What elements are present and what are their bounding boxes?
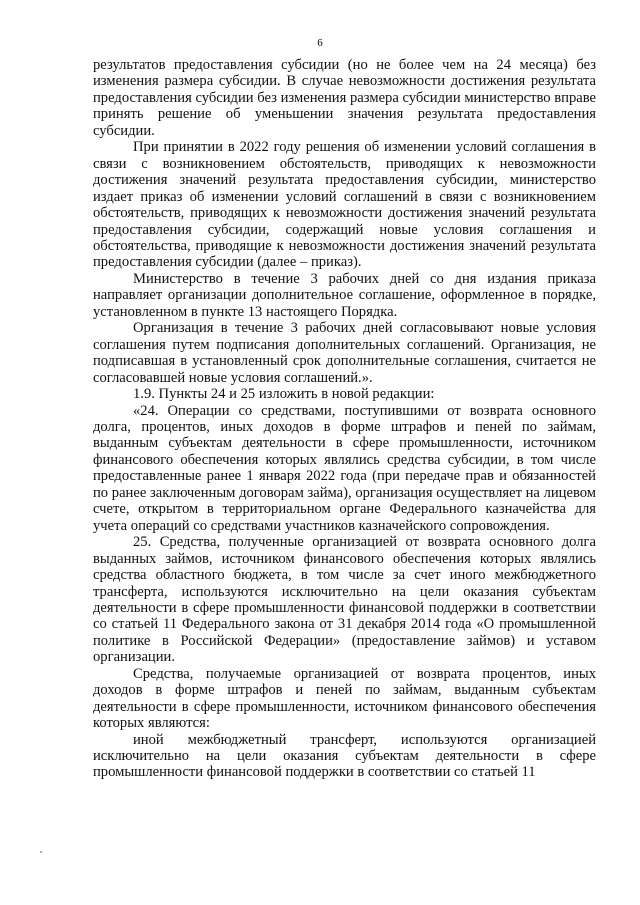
paragraph-2: При принятии в 2022 году решения об изменении условий соглашения в связи с возникновением обстоятельств, приводящих к невозможности достижения значений результата предоставления субсидии, министерство издает приказ об изменении условий соглашений в связи с возникновением обстоятельств, приводящих к невозможности достижения значений результата предоставления субсидии, содержащий новые условия соглашения и обстоятельства, приводящие к невозможности достижения значений результата предоставления субсидии (далее – приказ).	[93, 139, 596, 271]
paragraph-1: результатов предоставления субсидии (но не более чем на 24 месяца) без изменения размера субсидии. В случае невозможности достижения результата предоставления субсидии без изменения размера субсидии министерство вправе принять решение об уменьшении значения результата предоставления субсидии.	[93, 57, 596, 139]
paragraph-3: Министерство в течение 3 рабочих дней со дня издания приказа направляет организации дополнительное соглашение, оформленное в порядке, установленном в пункте 13 настоящего Порядка.	[93, 270, 596, 320]
paragraph-6: «24. Операции со средствами, поступившими от возврата основного долга, процентов, иных доходов в форме штрафов и пеней по займам, выданным субъектам деятельности в сфере промышленности, источником финансового обеспечения которых являлись средства субсидии, в том числе предоставленные ранее 1 января 2022 года (при передаче прав и обязанностей по ранее заключенным договорам займа), организация осуществляет на лицевом счете, открытом в территориальном органе Федерального казначейства для учета операций со средствами участников казначейского сопровождения.	[93, 402, 596, 534]
paragraph-4: Организация в течение 3 рабочих дней согласовывают новые условия соглашения путем подписания дополнительных соглашений. Организация, не подписавшая в установленный срок дополнительные соглашения, считается не согласовавшей новые условия соглашений.».	[93, 320, 596, 386]
document-body	[93, 57, 596, 781]
margin-mark	[40, 851, 42, 853]
page-number: 6	[317, 37, 323, 49]
paragraph-9: иной межбюджетный трансферт, используются организацией исключительно на цели оказания субъектам деятельности в сфере промышленности финансовой поддержки в соответствии со статьей 11	[93, 731, 596, 781]
paragraph-5: 1.9. Пункты 24 и 25 изложить в новой редакции:	[133, 386, 435, 403]
paragraph-7: 25. Средства, полученные организацией от возврата основного долга выданных займов, источником финансового обеспечения которых являлись средства областного бюджета, в том числе за счет иного межбюджетного трансферта, используются исключительно на цели оказания субъектам деятельности в сфере промышленности финансовой поддержки в соответствии со статьей 11 Федерального закона от 31 декабря 2014 года «О промышленной политике в Российской Федерации» (предоставление займов) и уставом организации.	[93, 534, 596, 666]
paragraph-8: Средства, получаемые организацией от возврата процентов, иных доходов в форме штрафов и пеней по займам, выданным субъектам деятельности в сфере промышленности, источником финансового обеспечения которых являются:	[93, 665, 596, 732]
